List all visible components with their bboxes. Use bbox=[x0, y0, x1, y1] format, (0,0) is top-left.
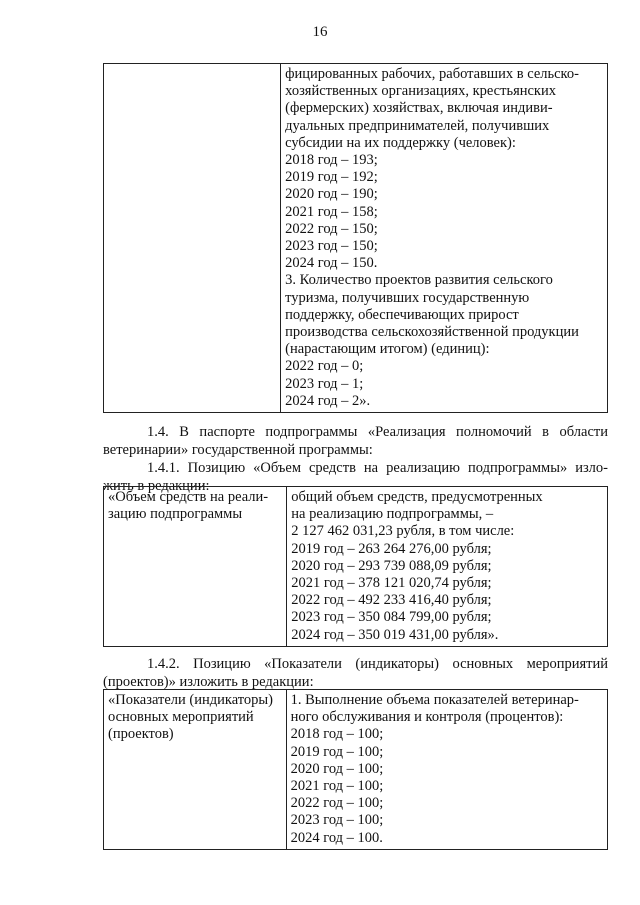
text-line: 2022 год – 100; bbox=[290, 795, 384, 812]
paragraph-1-4 bbox=[103, 424, 608, 459]
text-line: 1. Выполнение объема показателей ветеринар- bbox=[290, 692, 579, 708]
text-line: поддержку, обеспечивающих прирост bbox=[285, 306, 519, 323]
text-line: 2022 год – 150; bbox=[285, 220, 378, 237]
text-line: 2021 год – 100; bbox=[290, 778, 384, 795]
table-row bbox=[104, 690, 608, 850]
text-line: 2023 год – 350 084 799,00 рубля; bbox=[291, 609, 492, 626]
page-number: 16 bbox=[312, 24, 328, 40]
label-line: «Показатели (индикаторы) bbox=[108, 692, 274, 708]
label-line: основных мероприятий bbox=[108, 709, 254, 726]
text-line: 2022 год – 0; bbox=[285, 358, 364, 375]
text-line: 2023 год – 100; bbox=[290, 812, 384, 829]
text-line: фицированных рабочих, работавших в сельско- bbox=[285, 66, 579, 82]
text-line: 2019 год – 263 264 276,00 рубля; bbox=[291, 540, 492, 557]
table-cell-left-empty bbox=[104, 64, 281, 413]
text-line: 2024 год – 150. bbox=[285, 255, 378, 272]
text-line: 2020 год – 293 739 088,09 рубля; bbox=[291, 557, 492, 574]
text-line: производства сельскохозяйственной продукции bbox=[285, 324, 579, 341]
paragraph-line: (проектов)» изложить в редакции: bbox=[103, 673, 314, 690]
paragraph-1-4-2 bbox=[103, 656, 608, 691]
table-row bbox=[104, 64, 608, 413]
text-line: хозяйственных организациях, крестьянских bbox=[285, 83, 556, 100]
table-indicators-continued bbox=[103, 63, 608, 413]
text-line: 2024 год – 350 019 431,00 рубля». bbox=[291, 626, 499, 643]
text-line: 2018 год – 100; bbox=[290, 726, 384, 743]
label-line: зацию подпрограммы bbox=[108, 506, 243, 523]
paragraph-line: 1.4.2. Позицию «Показатели (индикаторы) основных мероприятий bbox=[147, 656, 608, 672]
table-cell-right bbox=[281, 64, 608, 413]
paragraph-line: 1.4. В паспорте подпрограммы «Реализация полномочий в области bbox=[147, 424, 608, 440]
table-indicators bbox=[103, 689, 608, 850]
table-cell-label bbox=[104, 487, 287, 647]
table-cell-value bbox=[286, 690, 607, 850]
text-line: 2023 год – 1; bbox=[285, 375, 364, 392]
text-line: субсидии на их поддержку (человек): bbox=[285, 134, 516, 151]
text-line: 2022 год – 492 233 416,40 рубля; bbox=[291, 592, 492, 609]
text-line: 2020 год – 100; bbox=[290, 760, 384, 777]
text-line: 2023 год – 150; bbox=[285, 238, 378, 255]
paragraph-line: жить в редакции: bbox=[103, 477, 210, 494]
text-line: ного обслуживания и контроля (процентов): bbox=[290, 709, 564, 726]
text-line: 2 127 462 031,23 рубля, в том числе: bbox=[291, 523, 515, 540]
table-cell-value bbox=[287, 487, 608, 647]
text-line: (фермерских) хозяйствах, включая индиви- bbox=[285, 100, 553, 117]
text-line: 2021 год – 158; bbox=[285, 203, 378, 220]
label-line: (проектов) bbox=[108, 726, 174, 743]
paragraph-line: ветеринарии» государственной программы: bbox=[103, 441, 373, 458]
text-line: туризма, получивших государственную bbox=[285, 289, 530, 306]
text-line: 2019 год – 100; bbox=[290, 743, 384, 760]
table-cell-label bbox=[104, 690, 287, 850]
table-row bbox=[104, 487, 608, 647]
text-line: 3. Количество проектов развития сельского bbox=[285, 272, 553, 289]
text-line: 2020 год – 190; bbox=[285, 186, 378, 203]
text-line: 2024 год – 100. bbox=[290, 829, 383, 846]
text-line: 2024 год – 2». bbox=[285, 392, 371, 409]
text-line: 2021 год – 378 121 020,74 рубля; bbox=[291, 575, 492, 592]
text-line: (нарастающим итогом) (единиц): bbox=[285, 341, 490, 358]
text-line: на реализацию подпрограммы, – bbox=[291, 506, 494, 523]
text-line: 2018 год – 193; bbox=[285, 152, 378, 169]
table-funds bbox=[103, 486, 608, 647]
label-line: «Объем средств на реали- bbox=[108, 489, 269, 505]
paragraph-line: 1.4.1. Позицию «Объем средств на реализацию подпрограммы» изло- bbox=[147, 460, 608, 476]
text-line: дуальных предпринимателей, получивших bbox=[285, 117, 550, 134]
text-line: общий объем средств, предусмотренных bbox=[291, 489, 543, 505]
text-line: 2019 год – 192; bbox=[285, 169, 378, 186]
